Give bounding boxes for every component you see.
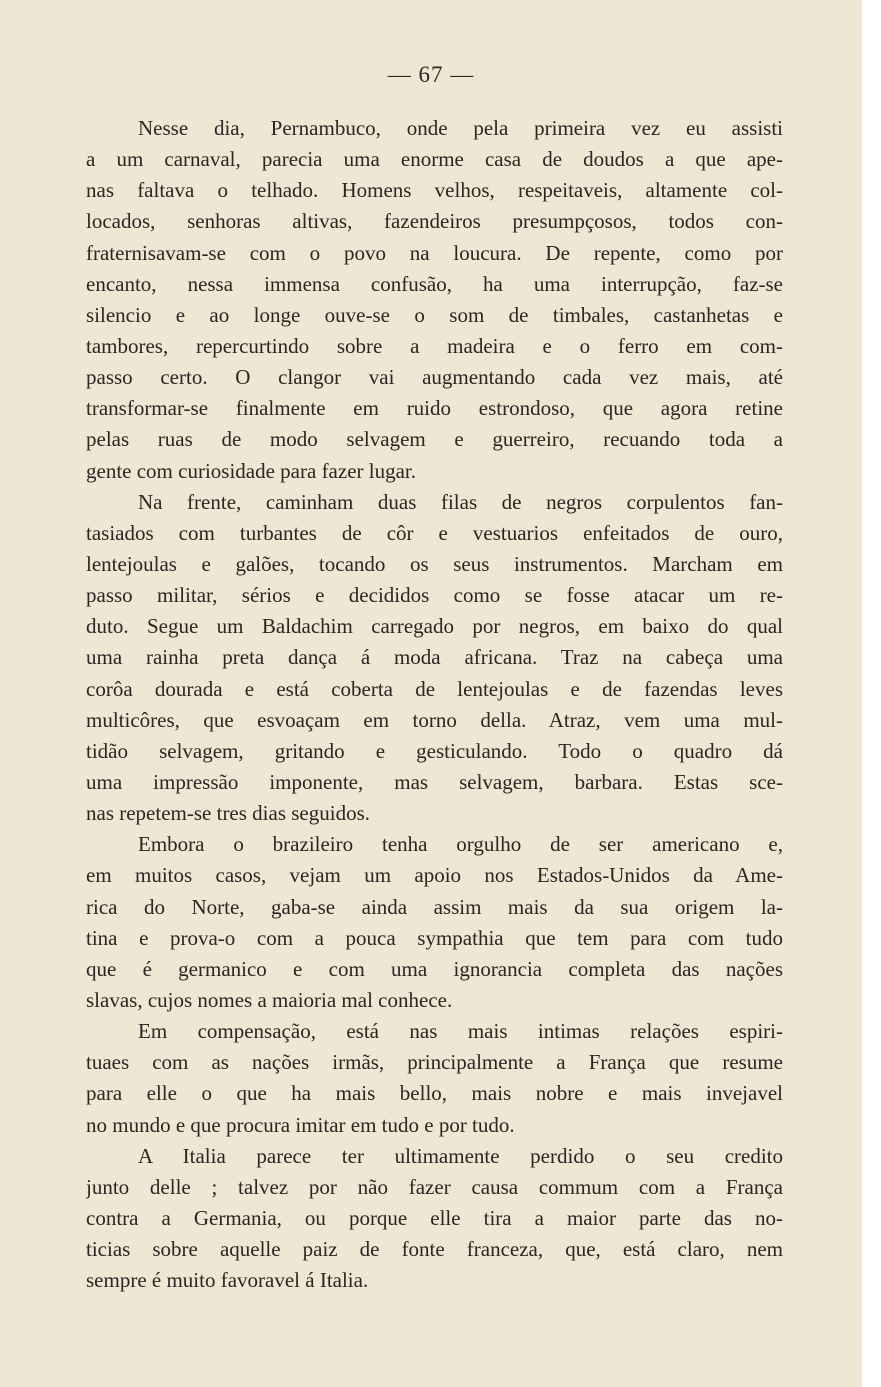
text-line: corôa dourada e está coberta de lentejoulas e de fazendas leves [86, 676, 783, 701]
page-number: — 67 — [387, 62, 475, 87]
text-line: gente com curiosidade para fazer lugar. [86, 458, 417, 483]
text-line: rica do Norte, gaba-se ainda assim mais da sua origem la- [86, 894, 783, 919]
text-line: A Italia parece ter ultimamente perdido o seu credito [138, 1143, 783, 1168]
text-line: Em compensação, está nas mais intimas relações espiri- [138, 1019, 783, 1044]
text-line: tina e prova-o com a pouca sympathia que tem para com tudo [86, 925, 783, 950]
text-line: que é germanico e com uma ignorancia completa das nações [86, 956, 783, 981]
text-line: duto. Segue um Baldachim carregado por negros, em baixo do qual [86, 614, 783, 639]
text-line: Na frente, caminham duas filas de negros corpulentos fan- [138, 489, 783, 514]
text-line: uma impressão imponente, mas selvagem, barbara. Estas sce- [86, 769, 783, 794]
text-line: sempre é muito favoravel á Italia. [86, 1268, 369, 1293]
text-line: lentejoulas e galões, tocando os seus instrumentos. Marcham em [86, 551, 783, 576]
text-line: slavas, cujos nomes a maioria mal conhece. [86, 987, 453, 1012]
text-line: Nesse dia, Pernambuco, onde pela primeira vez eu assisti [138, 116, 783, 140]
text-line: encanto, nessa immensa confusão, ha uma interrupção, faz-se [86, 271, 783, 296]
body-text [86, 113, 783, 1296]
text-line: tuaes com as nações irmãs, principalmente a França que resume [86, 1050, 783, 1075]
text-line: uma rainha preta dança á moda africana. Traz na cabeça uma [86, 645, 783, 670]
text-line: passo certo. O clangor vai augmentando cada vez mais, até [86, 365, 783, 390]
text-line: pelas ruas de modo selvagem e guerreiro, recuando toda a [86, 427, 783, 452]
text-line: contra a Germania, ou porque elle tira a maior parte das no- [86, 1205, 783, 1230]
text-line: Embora o brazileiro tenha orgulho de ser americano e, [138, 832, 783, 857]
text-line: em muitos casos, vejam um apoio nos Estados-Unidos da Ame- [86, 863, 783, 888]
text-line: nas repetem-se tres dias seguidos. [86, 801, 371, 826]
text-line: ticias sobre aquelle paiz de fonte franceza, que, está claro, nem [86, 1237, 783, 1262]
text-line: tambores, repercurtindo sobre a madeira e o ferro em com- [86, 333, 783, 358]
text-line: para elle o que ha mais bello, mais nobre e mais invejavel [86, 1081, 783, 1106]
text-line: locados, senhoras altivas, fazendeiros presumpçosos, todos con- [86, 209, 783, 234]
text-line: silencio e ao longe ouve-se o som de timbales, castanhetas e [86, 302, 783, 327]
text-line: fraternisavam-se com o povo na loucura. De repente, como por [86, 240, 783, 265]
text-line: a um carnaval, parecia uma enorme casa de doudos a que ape- [86, 147, 783, 172]
page-margin [862, 0, 881, 1387]
text-line: passo militar, sérios e decididos como se fosse atacar um re- [86, 583, 783, 608]
text-line: junto delle ; talvez por não fazer causa commum com a França [86, 1174, 783, 1199]
text-line: transformar-se finalmente em ruido estrondoso, que agora retine [86, 396, 783, 421]
text-line: tidão selvagem, gritando e gesticulando. Todo o quadro dá [86, 738, 783, 763]
text-line: multicôres, que esvoaçam em torno della. Atraz, vem uma mul- [86, 707, 783, 732]
text-line: nas faltava o telhado. Homens velhos, respeitaveis, altamente col- [86, 178, 783, 203]
text-line: tasiados com turbantes de côr e vestuarios enfeitados de ouro, [86, 520, 783, 545]
text-line: no mundo e que procura imitar em tudo e por tudo. [86, 1112, 515, 1137]
